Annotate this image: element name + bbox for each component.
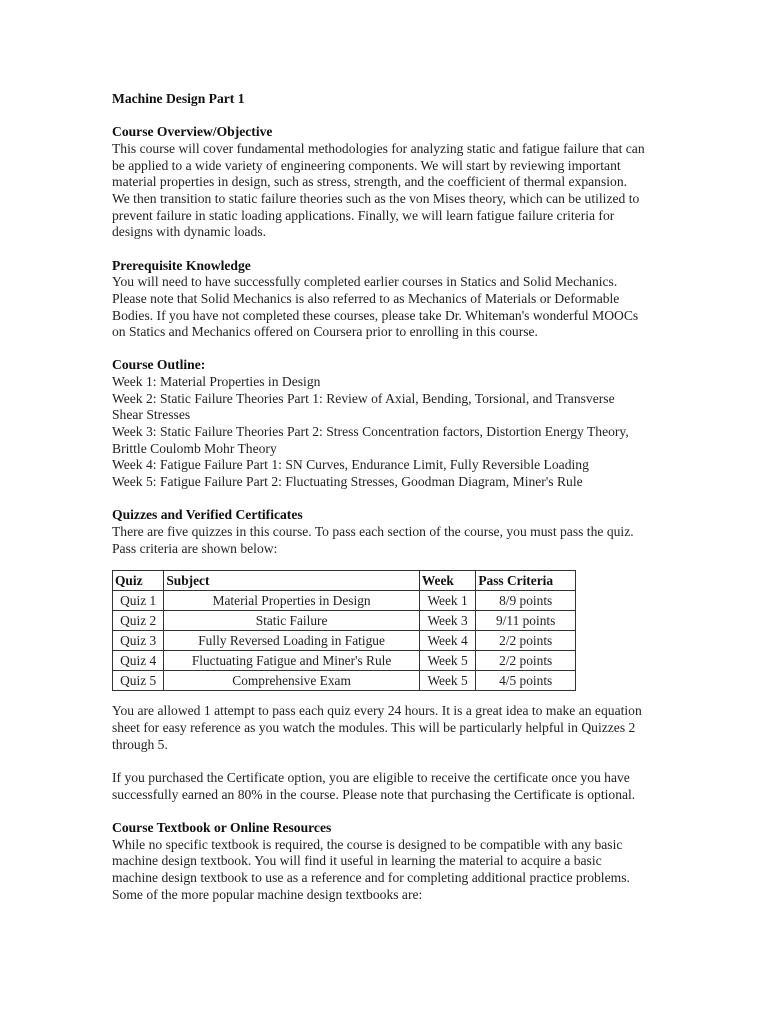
table-cell: Week 4	[419, 631, 475, 651]
section	[112, 703, 672, 753]
text-line: Some of the more popular machine design textbooks are:	[112, 886, 423, 902]
text-line: be applied to a wide variety of engineering components. We will start by reviewing important	[112, 157, 621, 173]
section	[112, 770, 672, 803]
table-row	[113, 671, 576, 691]
table-cell: 4/5 points	[476, 671, 576, 691]
text-line: successfully earned an 80% in the course. Please note that purchasing the Certificate is optional.	[112, 786, 636, 802]
text-line: prevent failure in static loading applications. Finally, we will learn fatigue failure criteria for	[112, 207, 615, 223]
table-cell: Comprehensive Exam	[164, 671, 420, 691]
table-header: Quiz	[113, 571, 164, 591]
table-cell: 2/2 points	[476, 631, 576, 651]
section-heading: Quizzes and Verified Certificates	[112, 507, 303, 523]
table-cell: Static Failure	[164, 611, 420, 631]
text-line: Week 1: Material Properties in Design	[112, 374, 321, 390]
text-line: This course will cover fundamental methodologies for analyzing static and fatigue failure that can	[112, 140, 645, 156]
table-row	[113, 651, 576, 671]
section-heading: Course Outline:	[112, 357, 206, 373]
table-cell: Week 1	[419, 591, 475, 611]
text-line: on Statics and Mechanics offered on Coursera prior to enrolling in this course.	[112, 324, 538, 340]
text-line: Please note that Solid Mechanics is also referred to as Mechanics of Materials or Deformable	[112, 290, 620, 306]
table-cell: 2/2 points	[476, 651, 576, 671]
text-line: We then transition to static failure theories such as the von Mises theory, which can be utilized to	[112, 190, 640, 206]
section	[112, 357, 672, 490]
text-line: You will need to have successfully completed earlier courses in Statics and Solid Mechanics.	[112, 274, 618, 290]
section-heading: Course Textbook or Online Resources	[112, 819, 332, 835]
text-line: Brittle Coulomb Mohr Theory	[112, 440, 277, 456]
quiz-table	[112, 570, 576, 691]
text-line: There are five quizzes in this course. To pass each section of the course, you must pass the quiz.	[112, 524, 634, 539]
text-line: machine design textbook to use as a reference and for completing additional practice problems.	[112, 869, 630, 885]
table-cell: Quiz 5	[113, 671, 164, 691]
table-header: Week	[419, 571, 475, 591]
text-line: Week 5: Fatigue Failure Part 2: Fluctuating Stresses, Goodman Diagram, Miner's Rule	[112, 474, 583, 490]
table-row	[113, 631, 576, 651]
table-cell: 8/9 points	[476, 591, 576, 611]
text-line: machine design textbook. You will find it useful in learning the material to acquire a basic	[112, 853, 602, 869]
table-row	[113, 611, 576, 631]
text-line: designs with dynamic loads.	[112, 224, 267, 240]
table-cell: Quiz 3	[113, 631, 164, 651]
table-cell: Quiz 1	[113, 591, 164, 611]
text-line: Shear Stresses	[112, 407, 191, 423]
text-line: material properties in design, such as stress, strength, and the coefficient of thermal expansion.	[112, 174, 628, 190]
table-cell: Quiz 4	[113, 651, 164, 671]
document-title: Machine Design Part 1	[112, 91, 245, 106]
table-cell: Material Properties in Design	[164, 591, 420, 611]
text-line: You are allowed 1 attempt to pass each quiz every 24 hours. It is a great idea to make an equation	[112, 703, 642, 719]
text-line: Week 2: Static Failure Theories Part 1: Review of Axial, Bending, Torsional, and Transverse	[112, 390, 615, 406]
text-line: If you purchased the Certificate option, you are eligible to receive the certificate once you have	[112, 769, 630, 785]
text-line: While no specific textbook is required, the course is designed to be compatible with any basic	[112, 836, 623, 852]
text-line: sheet for easy reference as you watch the modules. This will be particularly helpful in Quizzes 2	[112, 719, 636, 735]
section	[112, 124, 672, 241]
section-heading: Course Overview/Objective	[112, 124, 273, 140]
text-line: Bodies. If you have not completed these courses, please take Dr. Whiteman's wonderful MOOCs	[112, 307, 639, 323]
text-line: through 5.	[112, 736, 168, 752]
table-cell: Fully Reversed Loading in Fatigue	[164, 631, 420, 651]
table-header: Pass Criteria	[476, 571, 576, 591]
text-line: Pass criteria are shown below:	[112, 540, 278, 556]
text-line: Week 4: Fatigue Failure Part 1: SN Curves, Endurance Limit, Fully Reversible Loading	[112, 457, 589, 473]
table-cell: Quiz 2	[113, 611, 164, 631]
section-heading: Prerequisite Knowledge	[112, 257, 251, 273]
table-row	[113, 591, 576, 611]
document-page	[112, 91, 672, 903]
table-cell: Week 3	[419, 611, 475, 631]
section	[112, 258, 672, 341]
table-cell: 9/11 points	[476, 611, 576, 631]
section	[112, 507, 672, 557]
table-cell: Fluctuating Fatigue and Miner's Rule	[164, 651, 420, 671]
table-cell: Week 5	[419, 651, 475, 671]
table-header: Subject	[164, 571, 420, 591]
table-cell: Week 5	[419, 671, 475, 691]
text-line: Week 3: Static Failure Theories Part 2: Stress Concentration factors, Distortion Energy Theory,	[112, 424, 629, 440]
section	[112, 820, 672, 903]
